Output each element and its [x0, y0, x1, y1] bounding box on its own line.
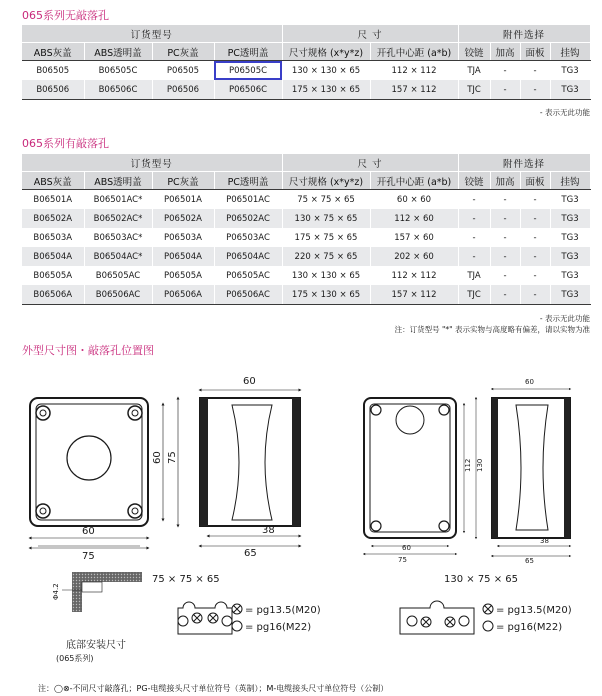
column-header: ABS透明盖 [84, 43, 152, 61]
table-cell: TG3 [550, 285, 590, 305]
column-header: ABS透明盖 [84, 172, 152, 190]
table-cell: P06503A [152, 228, 214, 247]
knockout-layout-large [400, 601, 572, 634]
dim-75-b: 75 [167, 451, 178, 464]
table-cell: P06506 [152, 80, 214, 100]
table-cell: B06505 [22, 61, 84, 81]
table-cell: B06505AC [84, 266, 152, 285]
table-cell: P06501AC [214, 190, 282, 210]
dim-60-c: 60 [243, 376, 256, 387]
table-cell: - [520, 228, 550, 247]
note-order-star: 注：订货型号 "*" 表示实物与高度略有偏差，请以实物为准 [394, 325, 590, 334]
table-cell: P06502AC [214, 209, 282, 228]
footer-note: 注：◯⊗-不同尺寸敲落孔；PG-电缆接头尺寸单位符号（英制）；M-电缆接头尺寸单位符号（公制） [38, 684, 389, 693]
table-cell: - [520, 285, 550, 305]
table-cell: 175 × 130 × 65 [282, 285, 370, 305]
table-cell: TJC [458, 80, 490, 100]
column-header: 挂钩 [550, 43, 590, 61]
table-cell: P06504A [152, 247, 214, 266]
column-header: ABS灰盖 [22, 172, 84, 190]
dim-38-b: 38 [540, 537, 549, 545]
table-cell: P06505AC [214, 266, 282, 285]
dim-60-a: 60 [82, 526, 95, 537]
table-cell: TG3 [550, 190, 590, 210]
table-cell: 130 × 130 × 65 [282, 266, 370, 285]
table-no-knockout [22, 25, 591, 100]
table-cell: 112 × 112 [370, 61, 458, 81]
table-cell: - [490, 190, 520, 210]
column-header: 开孔中心距 (a*b) [370, 43, 458, 61]
table-cell: - [490, 266, 520, 285]
legend-b2: = pg16(M22) [496, 622, 563, 633]
column-header: PC灰盖 [152, 172, 214, 190]
large-box-side-view [398, 378, 570, 565]
column-header: PC灰盖 [152, 43, 214, 61]
table-cell: - [490, 80, 520, 100]
table-cell: B06506AC [84, 285, 152, 305]
table-cell: P06506A [152, 285, 214, 305]
table-cell: P06501A [152, 190, 214, 210]
dim-60-e: 60 [525, 378, 534, 386]
table-cell: 175 × 130 × 65 [282, 80, 370, 100]
table-cell: B06502AC* [84, 209, 152, 228]
table-cell: P06505 [152, 61, 214, 81]
table-row [22, 190, 590, 210]
legend-a1: = pg13.5(M20) [245, 605, 321, 616]
table-cell: TG3 [550, 228, 590, 247]
table-cell: - [490, 61, 520, 81]
table-cell: - [490, 285, 520, 305]
bottom-mount-detail [52, 572, 142, 612]
table-cell: P06504AC [214, 247, 282, 266]
table-cell: 112 × 60 [370, 209, 458, 228]
table-cell: 157 × 112 [370, 285, 458, 305]
highlighted-cell: P06505C [214, 61, 282, 81]
column-header: 挂钩 [550, 172, 590, 190]
table-cell: - [458, 228, 490, 247]
section-title-with-knockout: 065系列有敲落孔 [22, 137, 109, 150]
table-cell: - [490, 209, 520, 228]
legend-b1: = pg16(M22) [245, 622, 312, 633]
dim-65-a: 65 [244, 548, 257, 559]
table-cell: TG3 [550, 266, 590, 285]
table-row [22, 209, 590, 228]
table-cell: B06506 [22, 80, 84, 100]
dim-38-a: 38 [262, 525, 275, 536]
table-cell: - [520, 80, 550, 100]
knockout-layout-small [178, 602, 321, 634]
table-cell: P06503AC [214, 228, 282, 247]
table-cell: 112 × 112 [370, 266, 458, 285]
table-cell: TG3 [550, 61, 590, 81]
column-header: 加高 [490, 43, 520, 61]
dim-112: 112 [464, 458, 472, 472]
note-no-function-2: - 表示无此功能 [539, 314, 590, 323]
column-header: 尺寸规格 (x*y*z) [282, 43, 370, 61]
table-cell: - [520, 190, 550, 210]
table-cell: 157 × 60 [370, 228, 458, 247]
table-cell: - [458, 247, 490, 266]
label-size-small: 75 × 75 × 65 [152, 574, 220, 585]
table-cell: 175 × 75 × 65 [282, 228, 370, 247]
header-accessories: 附件选择 [458, 154, 590, 172]
table-cell: TG3 [550, 247, 590, 266]
dim-60-d: 60 [402, 544, 411, 552]
dim-60-b: 60 [152, 451, 163, 464]
column-header: 铰链 [458, 172, 490, 190]
table-cell: 130 × 130 × 65 [282, 61, 370, 81]
dim-75-a: 75 [82, 551, 95, 562]
table-cell: - [490, 247, 520, 266]
label-bottom-series: (065系列) [56, 654, 94, 663]
column-header: 铰链 [458, 43, 490, 61]
table-cell: 75 × 75 × 65 [282, 190, 370, 210]
table-cell: P06505A [152, 266, 214, 285]
table-cell: B06505A [22, 266, 84, 285]
table-with-knockout [22, 154, 591, 305]
table-row [22, 247, 590, 266]
column-header: 尺寸规格 (x*y*z) [282, 172, 370, 190]
table-row [22, 228, 590, 247]
table-cell: B06504A [22, 247, 84, 266]
small-box-side-view [200, 376, 300, 559]
section-title-no-knockout: 065系列无敲落孔 [22, 9, 109, 22]
table-cell: - [520, 61, 550, 81]
table-cell: - [458, 209, 490, 228]
table-row [22, 266, 590, 285]
table-cell: - [520, 247, 550, 266]
table-cell: TG3 [550, 80, 590, 100]
column-header: PC透明盖 [214, 172, 282, 190]
table-cell: 130 × 75 × 65 [282, 209, 370, 228]
column-header: ABS灰盖 [22, 43, 84, 61]
large-box-top-view [364, 398, 484, 554]
section-title-drawings: 外型尺寸图・敲落孔位置图 [22, 344, 154, 357]
column-header: 加高 [490, 172, 520, 190]
dim-75-c: 75 [398, 556, 407, 564]
column-header: 开孔中心距 (a*b) [370, 172, 458, 190]
column-header: 面板 [520, 172, 550, 190]
table-cell: 202 × 60 [370, 247, 458, 266]
table-cell: B06502A [22, 209, 84, 228]
table-cell: 157 × 112 [370, 80, 458, 100]
table-cell: TJA [458, 266, 490, 285]
table-cell: B06501A [22, 190, 84, 210]
header-size: 尺 寸 [282, 25, 458, 43]
small-box-top-view [30, 398, 178, 562]
table-cell: P06506AC [214, 285, 282, 305]
table-cell: B06506C [84, 80, 152, 100]
dim-130: 130 [476, 458, 484, 472]
table-cell: - [520, 266, 550, 285]
table-cell: B06505C [84, 61, 152, 81]
table-cell: TG3 [550, 209, 590, 228]
table-cell: - [490, 228, 520, 247]
table-row [22, 285, 590, 305]
table-cell: - [520, 209, 550, 228]
header-order: 订货型号 [22, 25, 282, 43]
table-cell: P06506C [214, 80, 282, 100]
table-cell: - [458, 190, 490, 210]
table-row [22, 61, 590, 81]
dim-65-b: 65 [525, 557, 534, 565]
table-cell: 60 × 60 [370, 190, 458, 210]
note-no-function-1: - 表示无此功能 [539, 108, 590, 117]
legend-a2: = pg13.5(M20) [496, 605, 572, 616]
table-cell: P06502A [152, 209, 214, 228]
table-cell: B06506A [22, 285, 84, 305]
table-cell: B06503A [22, 228, 84, 247]
table-row [22, 80, 590, 100]
table-cell: TJA [458, 61, 490, 81]
dim-phi: Φ4.2 [52, 583, 60, 600]
header-order: 订货型号 [22, 154, 282, 172]
table-cell: B06501AC* [84, 190, 152, 210]
table-cell: B06504AC* [84, 247, 152, 266]
column-header: PC透明盖 [214, 43, 282, 61]
label-size-large: 130 × 75 × 65 [444, 574, 519, 585]
table-cell: TJC [458, 285, 490, 305]
table-cell: 220 × 75 × 65 [282, 247, 370, 266]
header-accessories: 附件选择 [458, 25, 590, 43]
label-bottom-mount: 底部安装尺寸 [66, 640, 126, 651]
column-header: 面板 [520, 43, 550, 61]
header-size: 尺 寸 [282, 154, 458, 172]
table-cell: B06503AC* [84, 228, 152, 247]
